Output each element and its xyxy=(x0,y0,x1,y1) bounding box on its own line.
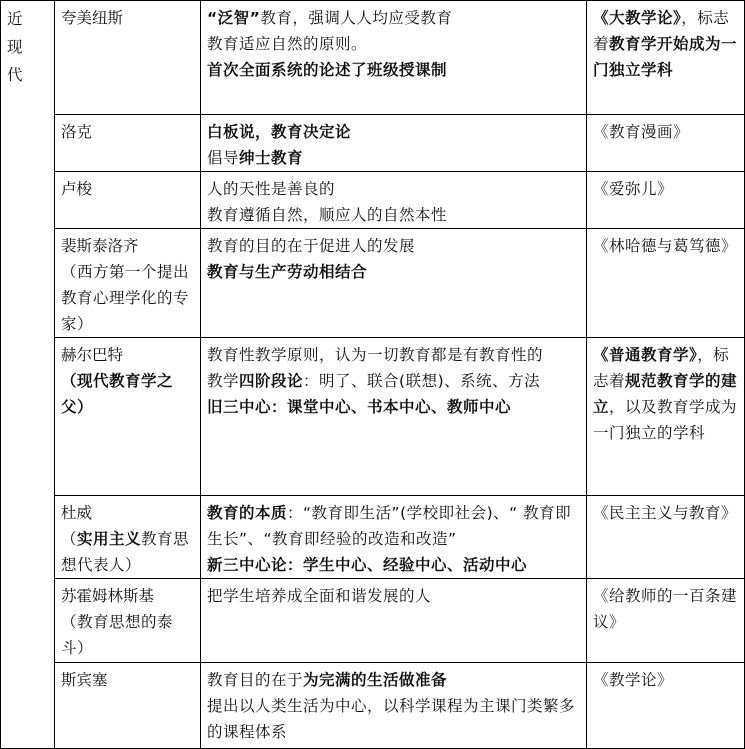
works-cell xyxy=(587,338,745,496)
work-title xyxy=(593,500,738,526)
idea-line xyxy=(207,500,580,552)
idea-line xyxy=(207,31,580,57)
era-cell xyxy=(1,1,55,749)
bold-text: 教育的本质 xyxy=(207,504,288,522)
educator-name: 赫尔巴特 xyxy=(61,346,124,364)
bold-text: 《大教学论》 xyxy=(593,9,682,27)
text-run: 《给教师的一百条建议》 xyxy=(593,587,738,631)
table-row xyxy=(1,229,745,338)
era-label: 近现代 xyxy=(7,10,23,84)
bold-text: 规范教育学的建立 xyxy=(593,372,738,416)
bold-text: 新三中心论：学生中心、经验中心、活动中心 xyxy=(207,556,528,574)
bold-text: 绅士教育 xyxy=(239,149,304,167)
work-title xyxy=(593,342,738,446)
idea-line xyxy=(207,667,580,693)
educator-name: 裴斯泰洛齐 xyxy=(61,237,139,255)
bold-text: 首次全面系统的论述了班级授课制 xyxy=(207,61,448,79)
educator-note xyxy=(61,609,194,661)
idea-line xyxy=(207,342,580,368)
educator-name: 斯宾塞 xyxy=(61,671,108,689)
ideas-cell xyxy=(201,172,587,229)
text-run: 人的天性是善良的 xyxy=(207,180,336,198)
educator-name: 洛克 xyxy=(61,123,93,141)
name-cell xyxy=(55,229,201,338)
work-title xyxy=(593,667,738,693)
ideas-cell xyxy=(201,579,587,663)
bold-text: 四阶段论 xyxy=(239,372,304,390)
works-cell xyxy=(587,496,745,579)
educator-note xyxy=(61,526,194,578)
table-row xyxy=(1,663,745,749)
text-run: 《教育漫画》 xyxy=(593,123,690,141)
note-text: 教育思想代表人） xyxy=(61,530,190,574)
work-title xyxy=(593,233,738,259)
table-row xyxy=(1,579,745,663)
ideas-cell xyxy=(201,496,587,579)
text-run: 教育目的在于 xyxy=(207,671,304,689)
educator-name: 杜威 xyxy=(61,504,93,522)
educator-note xyxy=(61,368,194,420)
table-row xyxy=(1,115,745,172)
text-run: 教育，强调人人均应受教育 xyxy=(260,9,453,27)
works-cell xyxy=(587,579,745,663)
text-run: 把学生培养成全面和谐发展的人 xyxy=(207,587,432,605)
educator-name: 夸美纽斯 xyxy=(61,9,124,27)
bold-text: 教育与生产劳动相结合 xyxy=(207,263,368,281)
name-cell xyxy=(55,338,201,496)
note-bold-text: 实用主义 xyxy=(77,530,142,548)
bold-text: “泛智” xyxy=(207,9,261,27)
works-cell xyxy=(587,663,745,749)
text-run: 教育的目的在于促进人的发展 xyxy=(207,237,416,255)
bold-text: 旧三中心：课堂中心、书本中心、教师中心 xyxy=(207,398,512,416)
table-body xyxy=(1,1,745,749)
works-cell xyxy=(587,115,745,172)
idea-line xyxy=(207,202,580,228)
text-run: 提出以人类生活为中心，以科学课程为主课门类繁多的课程体系 xyxy=(207,697,576,741)
ideas-cell xyxy=(201,1,587,115)
idea-line xyxy=(207,119,580,145)
educator-note xyxy=(61,259,194,337)
text-run: 《民主主义与教育》 xyxy=(593,504,738,522)
text-run: ：明了、联合(联想)、系统、方法 xyxy=(303,372,541,390)
work-title xyxy=(593,5,738,83)
name-cell xyxy=(55,496,201,579)
text-run: 教育遵循自然，顺应人的自然本性 xyxy=(207,206,448,224)
work-title xyxy=(593,119,738,145)
name-cell xyxy=(55,579,201,663)
note-bold-text: （现代教育学之父） xyxy=(61,372,174,416)
text-run: ，标志着 xyxy=(593,9,730,53)
idea-line xyxy=(207,368,580,394)
text-run: 教育适应自然的原则。 xyxy=(207,35,368,53)
educator-name: 苏霍姆林斯基 xyxy=(61,587,155,605)
work-title xyxy=(593,583,738,635)
idea-line xyxy=(207,145,580,171)
text-run: ，以及教育学成为一门独立的学科 xyxy=(593,398,738,442)
ideas-cell xyxy=(201,663,587,749)
text-run: 倡导 xyxy=(207,149,240,167)
ideas-cell xyxy=(201,338,587,496)
works-cell xyxy=(587,1,745,115)
note-text: （ xyxy=(61,530,78,548)
name-cell xyxy=(55,115,201,172)
idea-line xyxy=(207,233,580,259)
educator-name: 卢梭 xyxy=(61,180,93,198)
bold-text: 教育学开始成为一门独立学科 xyxy=(593,35,738,79)
idea-line xyxy=(207,583,580,609)
text-run: 教育性教学原则，认为一切教育都是有教育性的 xyxy=(207,346,544,364)
note-text: （教育思想的泰斗） xyxy=(61,613,174,657)
works-cell xyxy=(587,172,745,229)
idea-line xyxy=(207,57,580,83)
bold-text: 白板说，教育决定论 xyxy=(207,123,352,141)
ideas-cell xyxy=(201,229,587,338)
text-run: ，标志着 xyxy=(593,346,730,390)
ideas-cell xyxy=(201,115,587,172)
idea-line xyxy=(207,176,580,202)
table-row xyxy=(1,1,745,115)
work-title xyxy=(593,176,738,202)
idea-line xyxy=(207,5,580,31)
bold-text: 为完满的生活做准备 xyxy=(303,671,448,689)
text-run: 《林哈德与葛笃德》 xyxy=(593,237,738,255)
text-run: 教学 xyxy=(207,372,240,390)
table-row xyxy=(1,496,745,579)
idea-line xyxy=(207,693,580,745)
text-run: 《爱弥儿》 xyxy=(593,180,674,198)
note-text: （西方第一个提出教育心理学化的专家） xyxy=(61,263,190,333)
works-cell xyxy=(587,229,745,338)
table-row xyxy=(1,338,745,496)
bold-text: 《普通教育学》 xyxy=(593,346,698,364)
text-run: 《教学论》 xyxy=(593,671,674,689)
table-row xyxy=(1,172,745,229)
text-run: ：“教育即生活”(学校即社会)、“ 教育即生长”、“教育即经验的改造和改造” xyxy=(207,504,572,548)
name-cell xyxy=(55,172,201,229)
name-cell xyxy=(55,663,201,749)
idea-line xyxy=(207,259,580,285)
idea-line xyxy=(207,394,580,420)
idea-line xyxy=(207,552,580,578)
name-cell xyxy=(55,1,201,115)
